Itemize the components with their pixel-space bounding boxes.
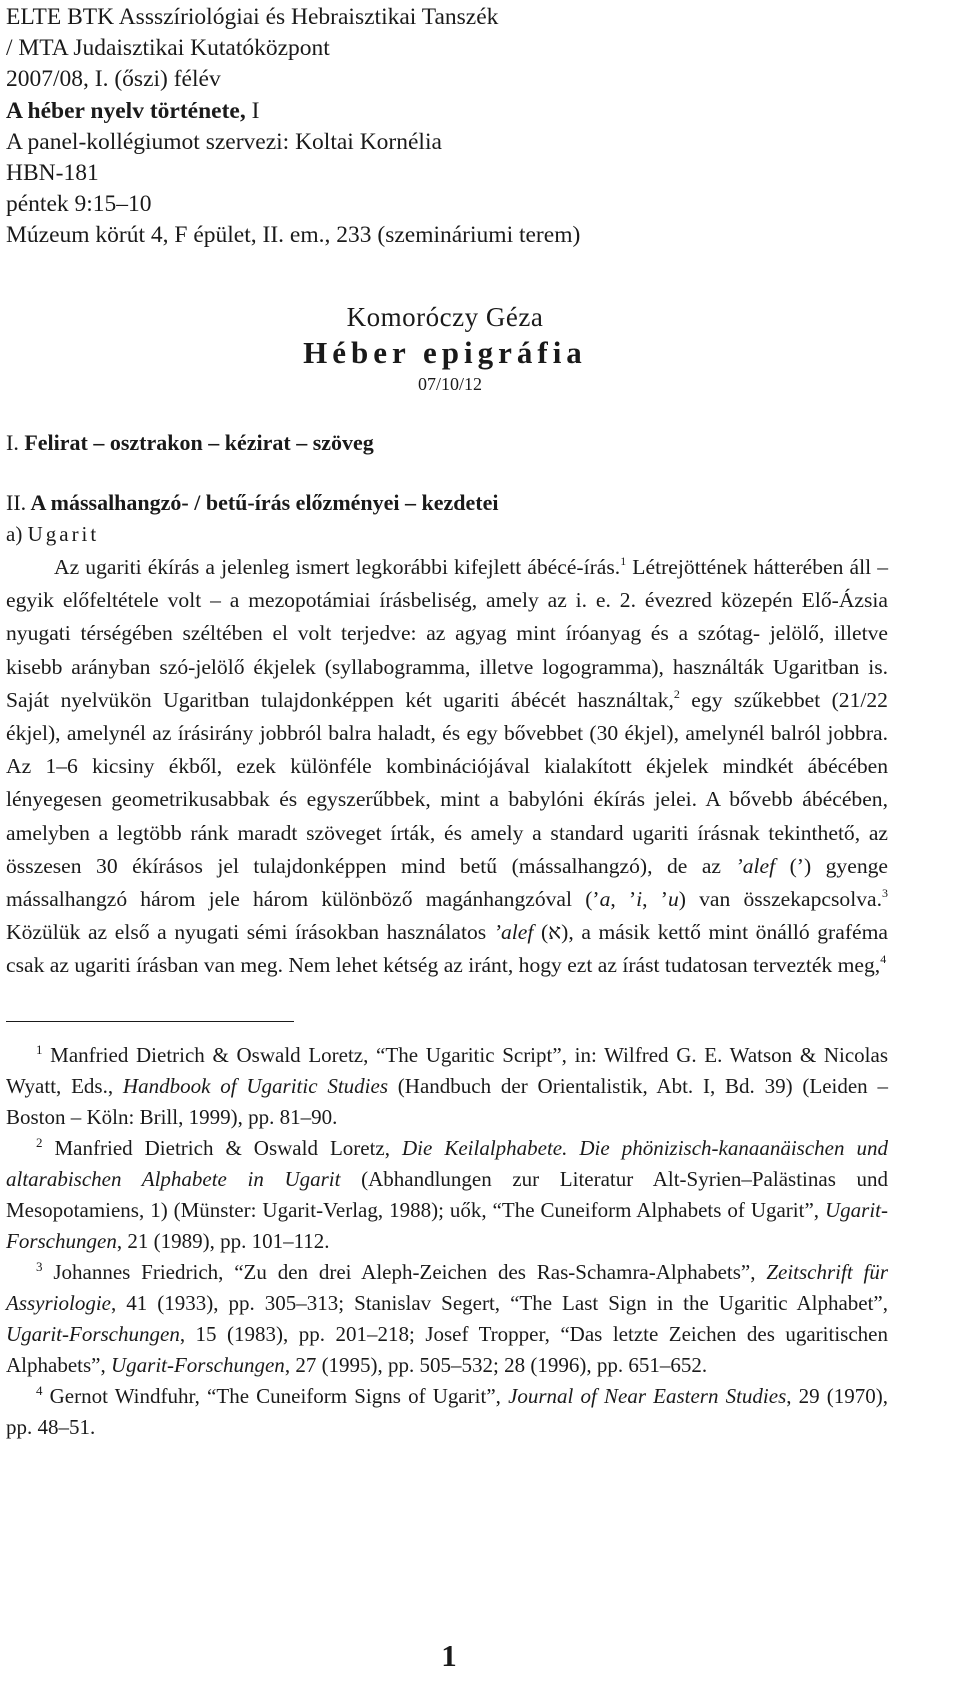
body-sentence: Létrejöttének hátterében áll ‒ egyik előfeltétele volt ‒ a mezopotámiai írásbeliség, amely az i. e. 2. évezred közepén Elő-Ázsia nyugati térségében széltében el volt terjedve: az agyag mint íróanyag és a szótag- jelölő, illetve kisebb arányban szó-jelölő ékjelek (syllabogramma, illetve logogramma), használták Ugaritban is. Saját nyelvükön Ugaritban tulajdonképpen két ugariti ábécét használtak, xyxy=(6,555,888,712)
course-time: péntek 9:15‒10 xyxy=(6,191,152,218)
footnote-text: Manfried Dietrich & Oswald Loretz, xyxy=(42,1136,402,1160)
footnote-1 xyxy=(6,1040,888,1133)
section-number: I. xyxy=(6,430,19,455)
footnote-ref[interactable]: 3 xyxy=(882,886,888,901)
footnote-text: (Handbuch der Orientalistik, Abt. I, Bd. 39) (Leiden ‒ Boston ‒ Köln: Brill, 1999), pp. 81‒90. xyxy=(6,1074,888,1129)
footnote-text: , 41 (1933), pp. 305‒313; Stanislav Segert, “The Last Sign in the Ugaritic Alphabet”, xyxy=(111,1291,888,1315)
subsection-heading-a xyxy=(6,522,99,547)
footnote-text: (Abhandlungen zur Literatur Alt-Syrien‒Palästinas und Mesopotamiens, 1) (Münster: Ugarit-Verlag, 1988); uők, “The Cuneiform Alphabets of Ugarit”, xyxy=(6,1167,888,1222)
footnote-text: Johannes Friedrich, “Zu den drei Aleph-Zeichen des Ras-Schamra-Alphabets”, xyxy=(42,1260,767,1284)
course-place: Múzeum körút 4, F épület, II. em., 233 (szemináriumi terem) xyxy=(6,222,581,249)
footnote-italic: Journal of Near Eastern Studies xyxy=(508,1384,787,1408)
section-title: A mássalhangzó- / betű-írás előzményei ‒ kezdetei xyxy=(26,490,499,515)
body-sentence: egy szűkebbet (21/22 ékjel), amelynél az írásirány jobbról balra haladt, és egy bővebbet (30 ékjel), amelynél balról jobbra. Az 1‒6 kicsiny ékből, ezek különféle kombinációjával kialakított ékjelek mindkét ábécében lényegesen geometrikusabbak és egyszerűbbek, mint a babylóni ékírás jelei. A bővebb ábécében, amelyben a legtöbb ránk maradt szöveget írták, és amely a standard ugariti írásnak tekinthető, az összesen 30 ékírásos jel tulajdonképpen mind betű (mássalhangzó), de az xyxy=(6,687,888,878)
section-heading-2 xyxy=(6,490,499,516)
body-sentence: Közülük az első a nyugati sémi írásokban használatos xyxy=(6,920,494,945)
body-text xyxy=(6,551,888,983)
footnote-text: Gernot Windfuhr, “The Cuneiform Signs of Ugarit”, xyxy=(42,1384,509,1408)
footnote-ref[interactable]: 2 xyxy=(673,686,680,701)
section-title: Felirat ‒ osztrakon ‒ kézirat ‒ szöveg xyxy=(18,430,374,455)
body-paragraph xyxy=(6,551,888,983)
body-sentence: (’) gyenge mássalhangzó három jele három különböző magánhangzóval (’ xyxy=(6,853,888,912)
course-header xyxy=(6,2,580,252)
lecture-author: Komoróczy Géza xyxy=(346,302,544,332)
footnote-text: , 29 (1970), pp. 48‒51. xyxy=(6,1384,888,1439)
course-title: A héber nyelv története, xyxy=(6,97,246,124)
footnote-italic: Die Keilalphabete. Die phönizisch-kanaanäischen und altarabischen Alphabete in Ugarit xyxy=(6,1136,889,1191)
course-title-line xyxy=(6,96,580,127)
footnote-number: 4 xyxy=(36,1383,43,1398)
italic-term: ’alef xyxy=(735,853,776,878)
body-sentence: , ’ xyxy=(642,887,668,912)
institute-line: / MTA Judaisztikai Kutatóközpont xyxy=(6,35,330,62)
footnote-number: 3 xyxy=(36,1259,43,1274)
footnote-italic: Zeitschrift für Assyriologie xyxy=(6,1260,888,1315)
body-sentence: (א), a másik kettő mint önálló graféma csak az ugariti írásban van meg. Nem lehet kétség az iránt, hogy ezt az írást tudatosan tervezték meg, xyxy=(6,920,888,978)
page-number: 1 xyxy=(441,1638,457,1673)
department-line: ELTE BTK Assszíriológiai és Hebraisztikai Tanszék xyxy=(6,4,499,30)
footnote-italic: Ugarit-Forschungen xyxy=(6,1198,888,1253)
section-number: II. xyxy=(6,490,27,515)
organizer-line: A panel-kollégiumot szervezi: Koltai Kornélia xyxy=(6,128,442,155)
body-sentence: ) van összekapcsolva. xyxy=(678,887,882,912)
footnote-italic: Ugarit-Forschungen xyxy=(110,1353,285,1377)
footnote-text: , 27 (1995), pp. 505‒532; 28 (1996), pp. 651‒652. xyxy=(284,1353,708,1377)
subsection-prefix: a) xyxy=(6,522,28,546)
italic-term: ’alef xyxy=(493,920,534,945)
italic-term: i xyxy=(636,887,643,912)
course-code: HBN-181 xyxy=(6,160,99,187)
italic-term: a xyxy=(599,887,611,912)
footnote-4 xyxy=(6,1381,888,1443)
footnote-3 xyxy=(6,1257,888,1381)
subsection-title: Ugarit xyxy=(27,522,100,546)
footnote-number: 1 xyxy=(36,1042,43,1057)
footnotes xyxy=(6,1040,888,1443)
italic-term: u xyxy=(667,887,679,912)
section-heading-1 xyxy=(6,430,374,456)
footnote-ref[interactable]: 4 xyxy=(880,952,887,967)
footnote-text: , 15 (1983), pp. 201‒218; Josef Tropper, “Das letzte Zeichen des ugaritischen Alphabets”, xyxy=(6,1322,888,1377)
body-sentence: , ’ xyxy=(610,887,637,912)
course-number: I xyxy=(245,97,260,124)
lecture-date: 07/10/12 xyxy=(417,374,482,394)
footnote-text: Manfried Dietrich & Oswald Loretz, “The Ugaritic Script”, in: Wilfred G. E. Watson & Nicolas Wyatt, Eds., xyxy=(6,1043,888,1098)
semester-line: 2007/08, I. (őszi) félév xyxy=(6,66,221,93)
footnote-2 xyxy=(6,1133,888,1257)
footnote-separator xyxy=(6,1021,294,1022)
footnote-italic: Ugarit-Forschungen xyxy=(6,1322,180,1346)
footnote-text: , 21 (1989), pp. 101‒112. xyxy=(116,1229,330,1253)
footnote-italic: Handbook of Ugaritic Studies xyxy=(122,1074,388,1098)
footnote-ref[interactable]: 1 xyxy=(620,554,627,568)
lecture-title: Héber epigráfia xyxy=(303,335,587,370)
footnote-number: 2 xyxy=(36,1135,43,1150)
body-sentence: Az ugariti ékírás a jelenleg ismert legkorábbi kifejlett ábécé-írás. xyxy=(54,555,621,579)
